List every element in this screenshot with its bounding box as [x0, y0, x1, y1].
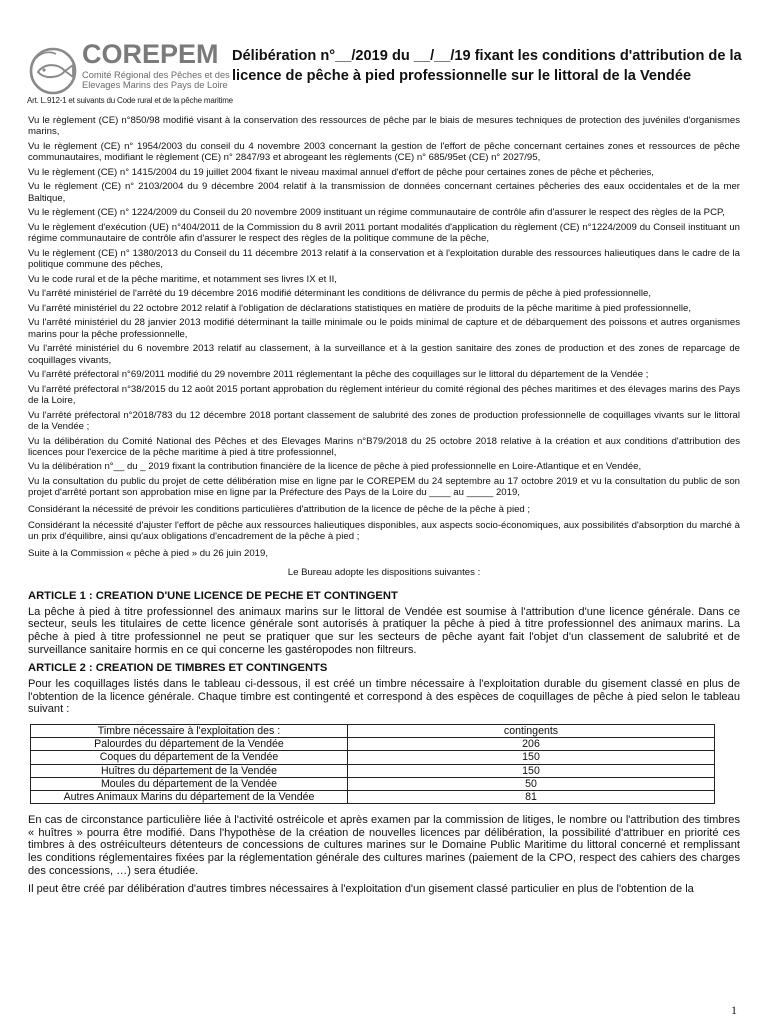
article-2-text-other-stamps: Il peut être créé par délibération d'autres timbres nécessaires à l'exploitation d'un gisement classé particulier en plus de l'obtention de la [28, 883, 694, 896]
article-2-text: Pour les coquillages listés dans le tableau ci-dessous, il est créé un timbre nécessaire à l'exploitation durable du gisement classé en plus de l'obtention de la licence générale. Chaque timbre est contingenté et correspond à des espèces de coquillages de pêche à pied selon le tableau suivant : [28, 678, 740, 716]
table-cell-stamp: Moules du département de la Vendée [31, 777, 348, 790]
bureau-statement: Le Bureau adopte les dispositions suivantes : [287, 566, 481, 578]
table-row [31, 751, 715, 764]
consideration-item: Vu l'arrêté ministériel du 6 novembre 2013 relatif au classement, à la surveillance et à la gestion sanitaire des zones de production et des zones de reparcage de coquillages vivants, [28, 343, 740, 366]
document-body [28, 115, 740, 902]
consideration-item: Vu l'arrêté ministériel de l'arrêté du 19 décembre 2016 modifié déterminant les conditions de délivrance du permis de pêche à pied professionnelle, [28, 288, 651, 300]
consideration-item: Vu le règlement d'exécution (UE) n°404/2011 de la Commission du 8 avril 2011 portant modalités d'application du règlement (CE) n°1224/2009 du Conseil instituant un régime communautaire de contrôle afin d'assurer le respect des règles de la politique commune de la pêche, [28, 221, 740, 245]
consideration-item: Suite à la Commission « pêche à pied » du 26 juin 2019, [28, 547, 268, 559]
consideration-item: Vu le règlement (CE) n° 1415/2004 du 19 juillet 2004 fixant le niveau maximal annuel d'effort de pêche pour certaines zones de pêche et pêcheries, [28, 166, 654, 178]
consideration-item: Vu la délibération n°__ du _ 2019 fixant la contribution financière de la licence de pêche à pied professionnelle en Loire-Atlantique et en Vendée, [28, 461, 642, 473]
table-row [31, 791, 715, 804]
consideration-item: Vu le règlement (CE) n° 1954/2003 du conseil du 4 novembre 2003 concernant la gestion de l'effort de pêche concernant certaines zones et ressources de pêche communautaires, modifiant le règlement (CE) n° 2847/93 et abrogeant les règlements (CE) n° 685/95et (CE) n° 2027/95, [28, 140, 740, 164]
consideration-item: Vu l'arrêté préfectoral n°38/2015 du 12 août 2015 portant approbation du règlement intérieur du comité régional des pêches maritimes et des élevages marins des Pays de la Loire, [28, 383, 740, 407]
corepem-logo [24, 38, 233, 105]
consideration-item: Vu l'arrêté préfectoral n°69/2011 modifié du 29 novembre 2011 réglementant la pêche des coquillages sur le littoral du département de la Vendée ; [28, 369, 649, 381]
consideration-item: Vu l'arrêté ministériel du 28 janvier 2013 modifié déterminant la taille minimale ou le poids minimal de capture et de débarquement des poissons et autres organismes marins pour la pêche professionnelle, [28, 317, 740, 340]
table-cell-contingent: 150 [348, 764, 715, 777]
logo-subtitle-line2: Elevages Marins des Pays de Loire [82, 80, 228, 90]
table-row [31, 777, 715, 790]
consideration-item: Vu l'arrêté ministériel du 22 octobre 2012 relatif à l'obligation de déclarations statistiques en matière de produits de la pêche maritime à pied professionnelle, [28, 302, 691, 314]
consideration-item: Vu l'arrêté préfectoral n°2018/783 du 12 décembre 2018 portant classement de salubrité des zones de production professionnelle de coquillages vivants sur le littoral de la Vendée ; [28, 409, 740, 432]
table-row [31, 764, 715, 777]
consideration-item: Vu le code rural et de la pêche maritime, et notamment ses livres IX et II, [28, 273, 337, 285]
table-cell-stamp: Autres Animaux Marins du département de la Vendée [31, 791, 348, 804]
consideration-item: Vu le règlement (CE) n° 1224/2009 du Conseil du 20 novembre 2009 instituant un régime communautaire de contrôle afin d'assurer le respect des règles de la PCP, [28, 207, 725, 219]
article-1 [28, 590, 740, 656]
consideration-item: Considérant la nécessité d'ajuster l'effort de pêche aux ressources halieutiques disponibles, aux aspects socio-économiques, aux possibilités d'absorption du marché à un prix d'équilibre, ainsi qu'aux obligations d'encadrement de la pêche à pied ; [28, 519, 740, 543]
logo-name: COREPEM [82, 39, 219, 69]
table-header-contingent: contingents [348, 725, 715, 738]
table-cell-contingent: 206 [348, 738, 715, 751]
document-header [24, 38, 746, 110]
document-title: Délibération n°__/2019 du __/__/19 fixant les conditions d'attribution de la licence de pêche à pied professionnelle sur le littoral de la Vendée [232, 48, 742, 84]
article-2-text-oysters: En cas de circonstance particulière liée à l'activité ostréicole et après examen par la commission de litiges, le nombre ou l'attribution des timbres « huîtres » pourra être modifié. Dans l'hypothèse de la création de nouvelles licences par délibération, la possibilité d'attribuer en priorité ces timbres à des ostréiculteurs détenteurs de concessions de cultures marines sur le Domaine Public Maritime du littoral concerné et remplissant les conditions réglementaires fixées par la réglementation générale des cultures marines (paiement de la CPO, respect des cahiers des charges des concessions, …) sera étudiée. [28, 814, 740, 877]
consideration-item: Vu le règlement (CE) n° 1380/2013 du Conseil du 11 décembre 2013 relatif à la conservation et à l'exploitation durable des ressources halieutiques dans le cadre de la politique commune des pêches, [28, 247, 740, 271]
article-2-heading: ARTICLE 2 : CREATION DE TIMBRES ET CONTINGENTS [28, 662, 328, 675]
logo-subtitle-line1: Comité Régional des Pêches et des [82, 70, 230, 80]
table-cell-contingent: 50 [348, 777, 715, 790]
page-number: 1 [731, 1003, 737, 1017]
consideration-item: Vu la délibération du Comité National des Pêches et des Elevages Marins n°B79/2018 du 25 octobre 2018 relative à la création et aux conditions d'attribution des licences pour l'exercice de la pêche maritime à pied à titre professionnel, [28, 435, 740, 458]
consideration-item: Vu le règlement (CE) n° 2103/2004 du 9 décembre 2004 relatif à la transmission de données concernant certaines pêcheries des eaux occidentales et de la mer Baltique, [28, 181, 740, 204]
consideration-item: Vu la consultation du public du projet de cette délibération mise en ligne par le COREPEM du 24 septembre au 17 octobre 2019 et vu la consultation du public de son projet d'arrêté portant son approbation mise en ligne par la Préfecture des Pays de la Loire du ____ au _____ 2019, [28, 476, 740, 499]
consideration-item: Considérant la nécessité de prévoir les conditions particulières d'attribution de la licence de pêche de la pêche à pied ; [28, 503, 531, 515]
consideration-item: Vu le règlement (CE) n°850/98 modifié visant à la conservation des ressources de pêche par le biais de mesures techniques de protection des juvéniles d'organismes marins, [28, 115, 740, 138]
table-cell-stamp: Huîtres du département de la Vendée [31, 764, 348, 777]
article-1-heading: ARTICLE 1 : CREATION D'UNE LICENCE DE PECHE ET CONTINGENT [28, 589, 398, 602]
considerations-list [28, 115, 740, 559]
table-cell-contingent: 150 [348, 751, 715, 764]
legal-reference: Art. L.912-1 et suivants du Code rural et de la pêche maritime [27, 96, 233, 105]
article-2 [28, 662, 740, 896]
article-1-text: La pêche à pied à titre professionnel des animaux marins sur le littoral de Vendée est soumise à l'attribution d'une licence générale. Dans ce secteur, seuls les titulaires de cette licence générale sont autorisés à pratiquer la pêche à pied à titre professionnel des animaux marins. La pêche à pied à titre professionnel ne peut se pratiquer que sur les secteurs de pêche ayant fait l'objet d'un classement de salubrité et de surveillance sanitaire hormis en ce qui concerne les gastéropodes non filtreurs. [28, 605, 740, 656]
fish-circle-logo-icon [28, 46, 78, 96]
table-cell-stamp: Palourdes du département de la Vendée [31, 738, 348, 751]
table-header-row [31, 725, 715, 738]
table-row [31, 738, 715, 751]
table-cell-stamp: Coques du département de la Vendée [31, 751, 348, 764]
table-header-stamp: Timbre nécessaire à l'exploitation des : [31, 725, 348, 738]
stamps-table [30, 724, 715, 804]
table-cell-contingent: 81 [348, 791, 715, 804]
